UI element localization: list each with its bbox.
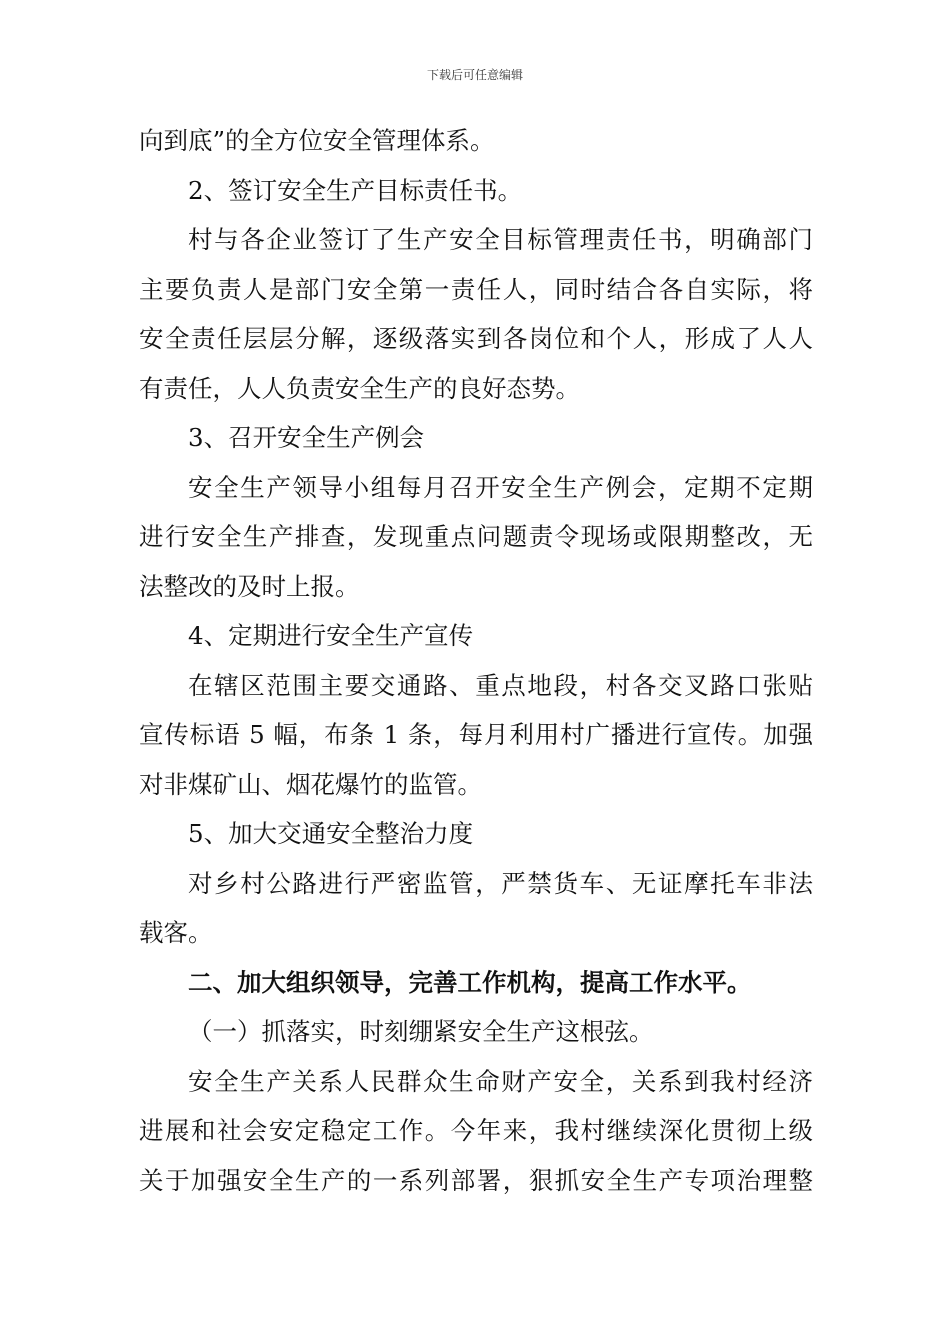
body-line: 对非煤矿山、烟花爆竹的监管。 (139, 769, 482, 799)
body-line: 宣传标语 5 幅，布条 1 条，每月利用村广播进行宣传。加强 (139, 720, 813, 749)
body-line: 关于加强安全生产的一系列部署，狠抓安全生产专项治理整 (139, 1165, 813, 1195)
body-line: 对乡村公路进行严密监管，严禁货车、无证摩托车非法 (188, 868, 813, 898)
header-note: 下载后可任意编辑 (426, 68, 523, 82)
body-line: 载客。 (139, 918, 213, 947)
body-line: 在辖区范围主要交通路、重点地段，村各交叉路口张贴 (188, 670, 813, 700)
body-line: 进行安全生产排查，发现重点问题责令现场或限期整改，无 (139, 522, 813, 551)
subsection-heading: （一）抓落实，时刻绷紧安全生产这根弦。 (188, 1017, 654, 1046)
body-line: 进展和社会安定稳定工作。今年来，我村继续深化贯彻上级 (139, 1116, 813, 1145)
body-line: 向到底”的全方位安全管理体系。 (139, 126, 495, 155)
subheading-line: 4、定期进行安全生产宣传 (188, 621, 474, 650)
body-line: 安全生产关系人民群众生命财产安全，关系到我村经济 (188, 1066, 813, 1096)
section-heading: 二、加大组织领导，完善工作机构，提高工作水平。 (188, 967, 752, 997)
body-line: 有责任，人人负责安全生产的良好态势。 (139, 373, 580, 403)
body-line: 安全生产领导小组每月召开安全生产例会，定期不定期 (188, 472, 813, 502)
body-line: 村与各企业签订了生产安全目标管理责任书，明确部门 (188, 225, 813, 254)
body-text (139, 116, 813, 1205)
subheading-line: 2、签订安全生产目标责任书。 (188, 175, 523, 205)
subheading-line: 5、加大交通安全整治力度 (188, 819, 474, 848)
body-line: 法整改的及时上报。 (139, 571, 360, 601)
subheading-line: 3、召开安全生产例会 (188, 423, 425, 452)
body-line: 安全责任层层分解，逐级落实到各岗位和个人，形成了人人 (139, 324, 813, 353)
body-line: 主要负责人是部门安全第一责任人，同时结合各自实际，将 (139, 274, 813, 304)
